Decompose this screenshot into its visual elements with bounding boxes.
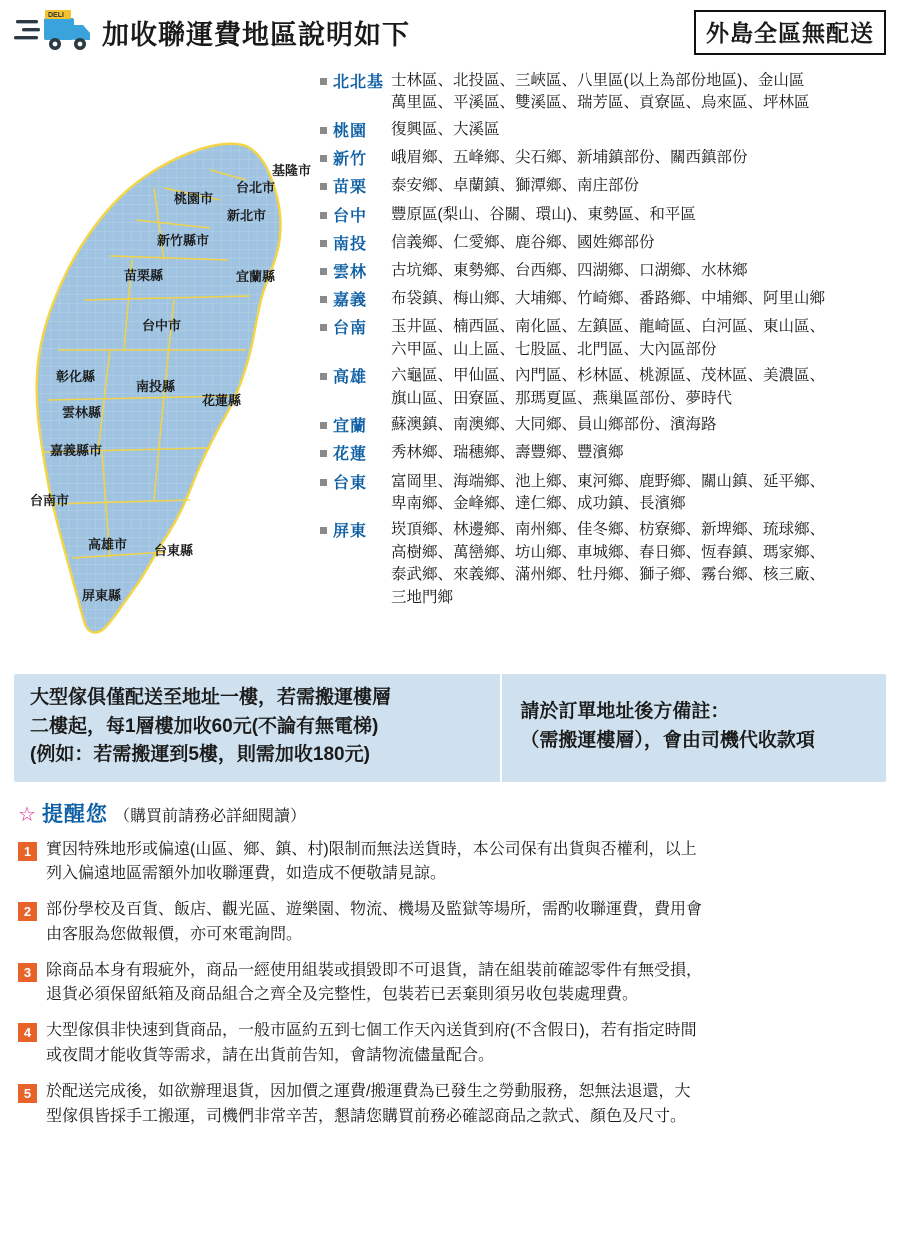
- list-bullet-icon: [320, 183, 327, 190]
- region-area-line: 豐原區(梨山、谷關、環山)、東勢區、和平區: [391, 205, 696, 223]
- region-area-line: 六甲區、山上區、七股區、北門區、大內區部份: [391, 340, 717, 358]
- region-areas: [387, 316, 886, 361]
- region-areas: [387, 204, 886, 226]
- note-text: [46, 898, 882, 948]
- note-line: 大型傢俱非快速到貨商品，一般市區約五到七個工作天內送貨到府(不含假日)，若有指定時間: [46, 1022, 697, 1040]
- region-areas: [387, 232, 886, 254]
- note-line: 型傢俱皆採手工搬運，司機們非常辛苦，懇請您購買前務必確認商品之款式、顏色及尺寸。: [46, 1107, 687, 1125]
- region-row: [320, 442, 886, 466]
- note-number: 3: [18, 963, 37, 982]
- no-delivery-badge: 外島全區無配送: [694, 10, 886, 55]
- region-row: [320, 288, 886, 312]
- note-text: [46, 959, 882, 1009]
- list-bullet-icon: [320, 479, 327, 486]
- region-name: 屏東: [333, 523, 368, 541]
- list-item: [18, 959, 882, 1009]
- delivery-notice-bar: [14, 674, 886, 782]
- region-area-line: 三地門鄉: [391, 588, 454, 606]
- region-area-line: 泰安鄉、卓蘭鎮、獅潭鄉、南庄部份: [391, 177, 640, 195]
- region-name: 高雄: [333, 369, 368, 387]
- note-text: [46, 1080, 882, 1130]
- list-item: [18, 1080, 882, 1130]
- map-label-newtaipei: 新北市: [227, 208, 267, 223]
- map-label-taichung: 台中市: [142, 318, 182, 333]
- note-line: 部份學校及百貨、飯店、觀光區、遊樂園、物流、機場及監獄等場所，需酌收聯運費，費用會: [46, 901, 703, 919]
- region-name: 台東: [333, 474, 368, 492]
- region-areas: [387, 175, 886, 197]
- list-bullet-icon: [320, 127, 327, 134]
- map-label-keelung: 基隆市: [272, 163, 312, 178]
- notice-left-line: 大型傢俱僅配送至地址一樓，若需搬運樓層: [30, 687, 392, 708]
- region-area-line: 古坑鄉、東勢鄉、台西鄉、四湖鄉、口湖鄉、水林鄉: [391, 261, 748, 279]
- list-bullet-icon: [320, 527, 327, 534]
- reminder-subtitle: （購買前請務必詳細閱讀）: [113, 807, 306, 825]
- region-row: [320, 147, 886, 171]
- map-label-pingtung: 屏東縣: [82, 588, 122, 603]
- region-area-line: 信義鄉、仁愛鄉、鹿谷鄉、國姓鄉部份: [391, 233, 655, 251]
- page-title: 加收聯運費地區說明如下: [102, 19, 410, 50]
- list-bullet-icon: [320, 422, 327, 429]
- region-row: [320, 414, 886, 438]
- region-row: [320, 70, 886, 115]
- region-areas: [387, 119, 886, 141]
- map-label-kaohsiung: 高雄市: [88, 537, 128, 552]
- note-line: 列入偏遠地區需額外加收聯運費，如造成不便敬請見諒。: [46, 865, 447, 883]
- region-area-line: 萬里區、平溪區、雙溪區、瑞芳區、貢寮區、烏來區、坪林區: [391, 94, 810, 112]
- note-line: 由客服為您做報價，亦可來電詢問。: [46, 925, 303, 943]
- note-number: 1: [18, 842, 37, 861]
- region-row: [320, 316, 886, 361]
- note-line: 於配送完成後，如欲辦理退貨，因加價之運費/搬運費為已發生之勞動服務，恕無法退還，大: [46, 1082, 691, 1100]
- list-bullet-icon: [320, 324, 327, 331]
- region-areas: [387, 519, 886, 609]
- region-row: [320, 471, 886, 516]
- note-line: 除商品本身有瑕疵外，商品一經使用組裝或損毀即不可退貨，請在組裝前確認零件有無受損，: [46, 961, 703, 979]
- region-name: 北北基: [333, 74, 385, 91]
- region-areas: [387, 365, 886, 410]
- region-name: 台南: [333, 320, 368, 338]
- region-area-line: 玉井區、楠西區、南化區、左鎮區、龍崎區、白河區、東山區、: [391, 318, 826, 336]
- region-name: 台中: [333, 207, 368, 225]
- region-area-line: 泰武鄉、來義鄉、滿州鄉、牡丹鄉、獅子鄉、霧台鄉、核三廠、: [391, 566, 826, 584]
- map-label-hualien: 花蓮縣: [202, 393, 242, 408]
- page-header: [0, 0, 900, 60]
- region-areas: [387, 414, 886, 436]
- list-item: [18, 838, 882, 888]
- map-label-yilan: 宜蘭縣: [236, 269, 276, 284]
- region-row: [320, 175, 886, 199]
- notice-right-line: （需搬運樓層），會由司機代收款項: [520, 729, 815, 751]
- map-label-miaoli: 苗栗縣: [124, 268, 164, 283]
- reminder-header: [18, 798, 882, 828]
- region-area-line: 布袋鎮、梅山鄉、大埔鄉、竹崎鄉、番路鄉、中埔鄉、阿里山鄉: [391, 290, 826, 308]
- region-area-line: 旗山區、田寮區、那瑪夏區、燕巢區部份、夢時代: [391, 389, 733, 407]
- region-area-line: 蘇澳鎮、南澳鄉、大同鄉、員山鄉部份、濱海路: [391, 416, 717, 434]
- region-areas: [387, 288, 886, 310]
- notice-left-line: (例如：若需搬運到5樓，則需加收180元): [30, 744, 370, 765]
- region-name: 嘉義: [333, 292, 368, 310]
- map-label-hsinchu: 新竹縣市: [157, 233, 210, 248]
- region-area-line: 富岡里、海端鄉、池上鄉、東河鄉、鹿野鄉、關山鎮、延平鄉、: [391, 472, 826, 490]
- taiwan-map: [14, 60, 314, 660]
- region-area-line: 峨眉鄉、五峰鄉、尖石鄉、新埔鎮部份、關西鎮部份: [391, 149, 748, 167]
- list-bullet-icon: [320, 450, 327, 457]
- region-row: [320, 232, 886, 256]
- list-bullet-icon: [320, 268, 327, 275]
- note-line: 退貨必須保留紙箱及商品組合之齊全及完整性，包裝若已丟棄則須另收包裝處理費。: [46, 986, 639, 1004]
- region-row: [320, 119, 886, 143]
- map-label-tainan: 台南市: [30, 493, 70, 508]
- region-area-line: 秀林鄉、瑞穗鄉、壽豐鄉、豐濱鄉: [391, 444, 624, 462]
- list-item: [18, 1019, 882, 1069]
- delivery-truck-icon: [14, 8, 92, 56]
- svg-text:DELI: DELI: [48, 12, 64, 19]
- taiwan-map-shape: [14, 60, 314, 660]
- region-area-line: 高樹鄉、萬巒鄉、坊山鄉、車城鄉、春日鄉、恆春鎮、瑪家鄉、: [391, 543, 826, 561]
- region-areas: [387, 442, 886, 464]
- region-name: 宜蘭: [333, 418, 368, 436]
- list-bullet-icon: [320, 296, 327, 303]
- region-name: 新竹: [333, 151, 368, 169]
- map-label-taipei: 台北市: [236, 180, 276, 195]
- reminder-title: 提醒您: [41, 802, 108, 826]
- map-label-taoyuan: 桃園市: [174, 191, 214, 206]
- region-area-line: 崁頂鄉、林邊鄉、南州鄉、佳冬鄉、枋寮鄉、新埤鄉、琉球鄉、: [391, 521, 826, 539]
- note-number: 4: [18, 1023, 37, 1042]
- region-areas: [387, 147, 886, 169]
- main-content: [0, 60, 900, 660]
- map-label-taitung: 台東縣: [154, 543, 194, 558]
- notice-right-text: [502, 674, 886, 782]
- notice-left-line: 二樓起，每1層樓加收60元(不論有無電梯): [30, 715, 379, 737]
- region-areas: [387, 260, 886, 282]
- list-bullet-icon: [320, 240, 327, 247]
- star-icon: ☆: [18, 803, 36, 826]
- region-fee-list: [314, 60, 886, 613]
- list-bullet-icon: [320, 78, 327, 85]
- region-name: 南投: [333, 235, 368, 253]
- map-label-chiayi: 嘉義縣市: [50, 443, 103, 458]
- region-row: [320, 260, 886, 284]
- region-area-line: 卑南鄉、金峰鄉、達仁鄉、成功鎮、長濱鄉: [391, 494, 686, 512]
- map-label-changhua: 彰化縣: [56, 369, 96, 384]
- map-label-nantou: 南投縣: [136, 379, 176, 394]
- note-number: 5: [18, 1084, 37, 1103]
- region-area-line: 六龜區、甲仙區、內門區、杉林區、桃源區、茂林區、美濃區、: [391, 367, 826, 385]
- note-line: 實因特殊地形或偏遠(山區、鄉、鎮、村)限制而無法送貨時，本公司保有出貨與否權利，以上: [46, 840, 697, 858]
- region-name: 花蓮: [333, 446, 368, 464]
- list-bullet-icon: [320, 155, 327, 162]
- note-line: 或夜間才能收貨等需求，請在出貨前告知，會請物流儘量配合。: [46, 1047, 495, 1065]
- notice-right-line: 請於訂單地址後方備註：: [520, 701, 730, 723]
- region-area-line: 復興區、大溪區: [391, 120, 500, 138]
- list-bullet-icon: [320, 212, 327, 219]
- note-number: 2: [18, 902, 37, 921]
- region-areas: [387, 471, 886, 516]
- list-item: [18, 898, 882, 948]
- map-label-yunlin: 雲林縣: [62, 405, 102, 420]
- region-row: [320, 204, 886, 228]
- region-name: 苗栗: [333, 179, 368, 197]
- reminder-section: [0, 782, 900, 1151]
- note-text: [46, 838, 882, 888]
- region-name: 雲林: [333, 263, 368, 281]
- list-bullet-icon: [320, 373, 327, 380]
- notice-left-text: [14, 674, 502, 782]
- region-areas: [387, 70, 886, 115]
- note-text: [46, 1019, 882, 1069]
- region-row: [320, 519, 886, 609]
- region-row: [320, 365, 886, 410]
- region-name: 桃園: [333, 122, 368, 140]
- region-area-line: 士林區、北投區、三峽區、八里區(以上為部份地區)、金山區: [391, 72, 805, 89]
